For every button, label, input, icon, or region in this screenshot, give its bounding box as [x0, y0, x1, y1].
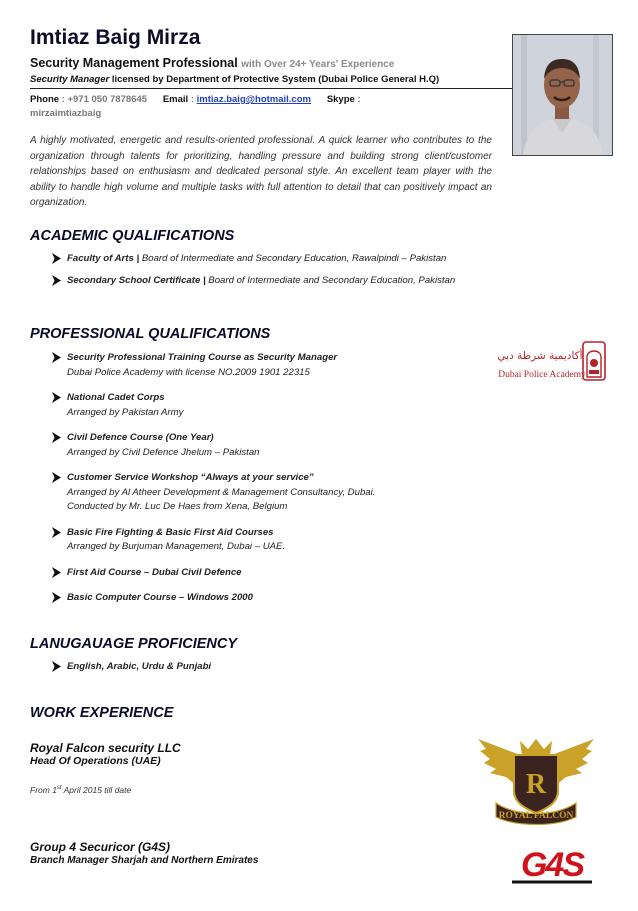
license-text: licensed by Department of Protective System (Dubai Police General H.Q) — [111, 74, 440, 85]
list-item — [52, 274, 492, 289]
profile-photo — [512, 34, 613, 156]
royal-falcon-logo — [476, 731, 596, 827]
phone-label: Phone — [30, 94, 60, 105]
item-title: Civil Defence Course (One Year) — [67, 432, 214, 443]
arrow-bullet-icon — [52, 352, 61, 363]
license-role: Security Manager — [30, 74, 110, 85]
arrow-bullet-icon — [52, 592, 61, 603]
phone-value: : +971 050 7878645 — [61, 94, 147, 105]
license-line — [30, 74, 439, 85]
professional-heading: PROFESSIONAL QUALIFICATIONS — [30, 326, 271, 342]
g4s-text: G4S — [520, 846, 584, 884]
academic-list — [52, 252, 492, 288]
item-title: Secondary School Certificate | — [67, 274, 206, 286]
item-title: First Aid Course – Dubai Civil Defence — [67, 566, 242, 578]
arrow-bullet-icon — [52, 275, 61, 286]
item-detail-2: Conducted by Mr. Luc De Haes from Xena, Belgium — [67, 501, 288, 512]
list-item — [52, 471, 492, 515]
list-item — [52, 252, 492, 267]
g4s-mark-icon — [510, 838, 594, 888]
list-item — [52, 391, 492, 420]
item-title: National Cadet Corps — [67, 392, 165, 403]
list-item — [52, 591, 492, 606]
contact-line — [30, 93, 470, 121]
item-detail: Arranged by Al Atheer Development & Management Consultancy, Dubai. — [67, 486, 376, 498]
experience-text: with Over 24+ Years' Experience — [241, 59, 395, 70]
header-divider — [30, 88, 513, 89]
list-item — [52, 526, 492, 555]
job-role: Head Of Operations (UAE) — [30, 755, 161, 767]
g4s-logo — [510, 838, 594, 888]
list-item — [52, 566, 492, 581]
item-detail: Arranged by Civil Defence Jhelum – Pakistan — [67, 446, 260, 458]
item-title: Faculty of Arts | — [67, 253, 140, 264]
work-heading: WORK EXPERIENCE — [30, 705, 174, 721]
language-list — [52, 660, 492, 675]
item-detail: Dubai Police Academy with license NO.2009 1901 22315 — [67, 366, 310, 378]
skype-label: Skype — [326, 94, 355, 105]
arrow-bullet-icon — [52, 472, 61, 483]
academic-heading: ACADEMIC QUALIFICATIONS — [30, 228, 235, 244]
candidate-name: Imtiaz Baig Mirza — [30, 26, 201, 49]
list-item — [52, 431, 492, 460]
royal-falcon-crest-icon — [476, 731, 596, 827]
item-text: Board of Intermediate and Secondary Education, Rawalpindi – Pakistan — [139, 253, 447, 264]
arrow-bullet-icon — [52, 527, 61, 538]
rf-letter: R — [525, 769, 547, 800]
person-photo-icon — [513, 35, 612, 155]
arrow-bullet-icon — [52, 567, 61, 578]
job-title-text: Security Management Professional — [30, 56, 238, 70]
dpa-arabic-text: أكاديمية شرطة دبي — [497, 350, 583, 362]
skype-value: mirzaimtiazbaig — [30, 108, 102, 119]
item-title: Basic Fire Fighting & Basic First Aid Courses — [67, 526, 274, 538]
job-dates — [30, 785, 131, 795]
job-date-post: April 2015 till date — [61, 785, 132, 795]
item-text: Board of Intermediate and Secondary Education, Pakistan — [205, 274, 456, 286]
arrow-bullet-icon — [52, 432, 61, 443]
job-company: Royal Falcon security LLC — [30, 741, 181, 755]
job-role: Branch Manager Sharjah and Northern Emirates — [30, 855, 259, 866]
item-detail: Arranged by Pakistan Army — [67, 406, 184, 418]
job-company: Group 4 Securicor (G4S) — [30, 840, 171, 854]
dubai-police-academy-logo — [486, 339, 606, 387]
list-item — [52, 660, 492, 675]
item-title: Security Professional Training Course as Security Manager — [67, 352, 338, 363]
item-title: Basic Computer Course – Windows 2000 — [67, 592, 253, 603]
email-link[interactable]: imtiaz.baig@hotmail.com — [196, 94, 311, 105]
email-label: Email — [162, 94, 189, 105]
job-date-pre: From 1 — [30, 785, 57, 795]
professional-list — [52, 351, 492, 606]
list-item — [52, 351, 492, 380]
item-title: Customer Service Workshop “Always at your service” — [67, 472, 314, 483]
item-detail: Arranged by Burjuman Management, Dubai – UAE. — [67, 541, 286, 552]
dpa-english-text: Dubai Police Academy — [498, 370, 586, 380]
item-title: English, Arabic, Urdu & Punjabi — [67, 661, 212, 672]
summary-paragraph: A highly motivated, energetic and results-oriented professional. A quick learner who contributes to the organization through talents for prioritizing, handling pressure and building strong client/customer relationships based on enthusiasm and dedicated personal style. An excellent team player with the ability to handle high volume and multiple tasks with full attention to detail that can positively impact an organization. — [30, 135, 492, 208]
skype-separator: : — [357, 94, 361, 105]
language-heading: LANUGAUAGE PROFICIENCY — [30, 636, 238, 652]
job-title — [30, 56, 394, 70]
arrow-bullet-icon — [52, 253, 61, 264]
email-separator: : — [190, 94, 195, 105]
academy-emblem-icon — [486, 339, 606, 387]
job-date-sup: st — [56, 785, 62, 792]
arrow-bullet-icon — [52, 661, 61, 672]
arrow-bullet-icon — [52, 392, 61, 403]
rf-text: ROYAL FALCON — [498, 811, 574, 821]
